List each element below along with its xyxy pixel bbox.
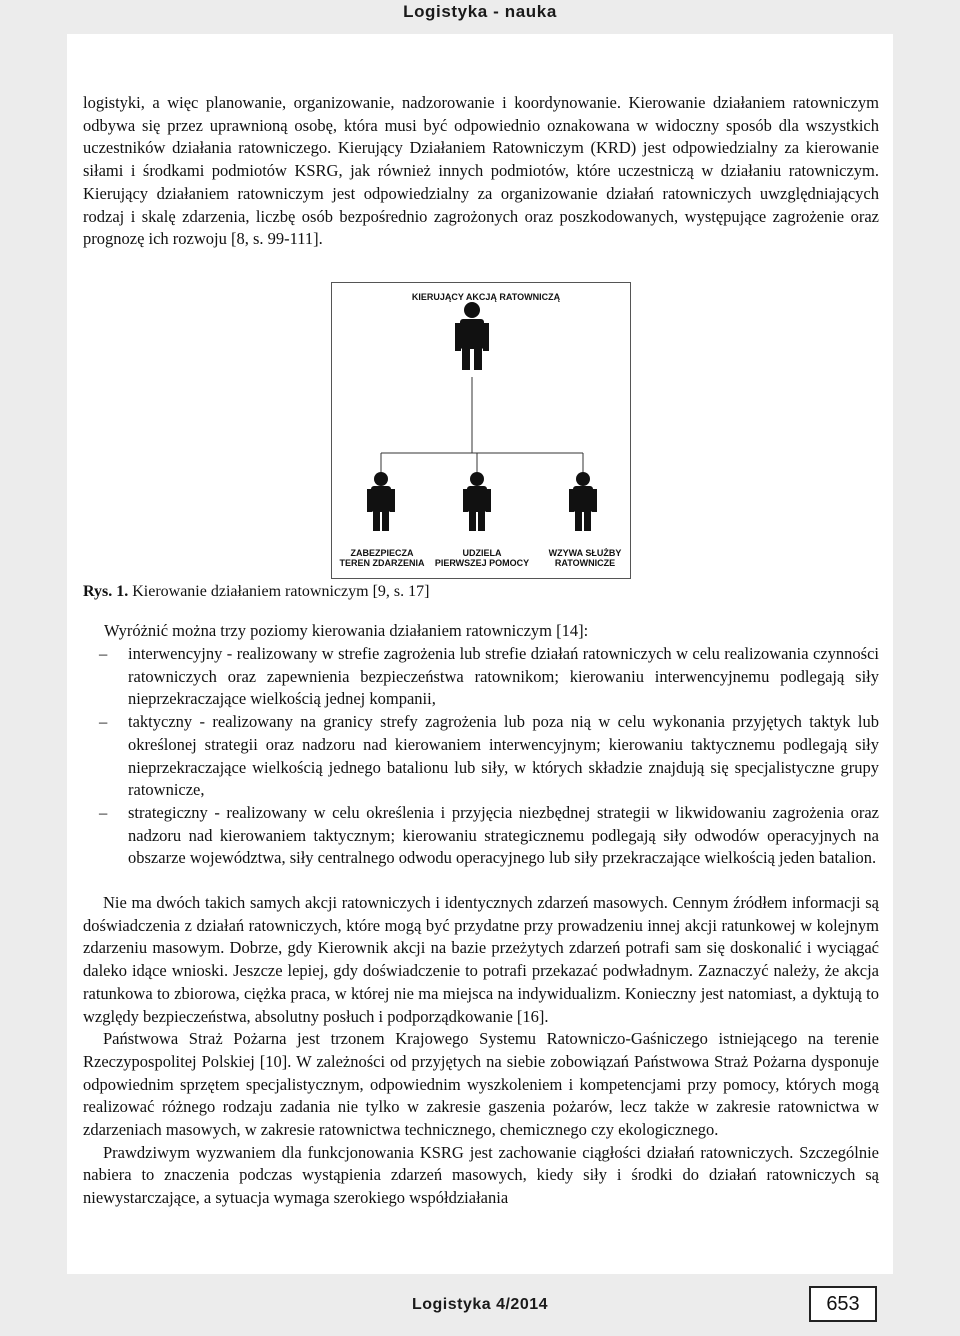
middle-label-line1: UDZIELA	[462, 548, 502, 558]
caption-label: Rys. 1.	[83, 583, 129, 600]
dash-bullet: –	[99, 802, 108, 822]
paragraph-intro: logistyki, a więc planowanie, organizowanie, nadzorowanie i koordynowanie. Kierowanie działaniem ratowniczym odbywa się przez uprawnioną osobę, która musi być odpowiednio oznakowana w widoczny sposób dla wszystkich uczestników działania ratowniczego. Kierujący Działaniem Ratowniczym (KRD) jest odpowiedzialny za kierowanie siłami i środkami podmiotów KSRG, jak również innych podmiotów, które uczestniczą w działaniu ratowniczym. Kierujący działaniem ratowniczym jest odpowiedzialny za organizowanie działań ratowniczych uwzględniających rodzaj i skalę zdarzenia, liczbę osób bezpośrednio zagrożonych oraz poszkodowanych, występujące zagrożenie oraz prognozę ich rozwoju [8, s. 99-111].	[83, 93, 879, 249]
left-label-line2: TEREN ZDARZENIA	[339, 558, 425, 568]
list-item	[83, 643, 879, 711]
page-number: 653	[809, 1286, 877, 1322]
caption-text: Kierowanie działaniem ratowniczym [9, s. 17]	[128, 583, 430, 600]
body-paragraph: Państwowa Straż Pożarna jest trzonem Krajowego Systemu Ratowniczo-Gaśniczego istniejącego na terenie Rzeczypospolitej Polskiej [10]. W zależności od przyjętych na siebie zobowiązań Państwowa Straż Pożarna dysponuje odpowiednim sprzętem specjalistycznym, odpowiednim wyszkoleniem i kompetencjami przy pomocy, których mogą realizować różnego rodzaju zadania nie tylko w zakresie gaszenia pożarów, lecz także w zakresie ratownictwa w zdarzeniach masowych, w zakresie ratownictwa technicznego, chemicznego czy ekologicznego.	[83, 1029, 879, 1140]
figure-caption	[83, 582, 429, 602]
figure-top-label: KIERUJĄCY AKCJĄ RATOWNICZĄ	[411, 292, 561, 302]
list-item-text: taktyczny - realizowany na granicy strefy zagrożenia lub poza nią w celu wykonania przyjętych taktyk lub określonej strategii oraz nadzoru nad kierowaniem interwencyjnym; kierowaniu taktycznemu podlegają siły nieprzekraczające wielkością jednego batalionu lub siły, w których składzie znajdują się specjalistyczne grupy ratownicze,	[128, 712, 879, 800]
security-rescuer-figure	[367, 472, 395, 531]
dash-bullet: –	[99, 644, 108, 663]
list-item	[83, 711, 879, 802]
journal-footer: Logistyka 4/2014	[411, 1296, 549, 1313]
right-label-line1: WZYWA SŁUŻBY	[548, 548, 622, 558]
body-paragraph: Nie ma dwóch takich samych akcji ratowniczych i identycznych zdarzeń masowych. Cennym źródłem informacji są doświadczenia z działań ratowniczych, które mogą być przydatne przy prowadzeniu innej akcji ratunkowej w kolejnym zdarzeniu masowym. Dobrze, gdy Kierownik akcji na bazie przeżytych zdarzeń potrafi sam się doskonalić i wyciągać daleko idące wnioski. Jeszcze lepiej, gdy doświadczenie to potrafi przekazać podwładnym. Zaznaczyć należy, że akcja ratunkowa to zbiorowa, ciężka praca, w której nie ma miejsca na indywidualizm. Konieczny jest natomiast, a dyktują to względy bezpieczeństwa, absolutny posłuch i podporządkowanie [16].	[83, 893, 879, 1026]
list-item-text: interwencyjny - realizowany w strefie zagrożenia lub strefie działań ratowniczych w celu realizowania czynności ratowniczych oraz zapewnienia bezpieczeństwa ratownikom; kierowaniu interwencyjnemu podlegają siły nieprzekraczające wielkością jednej kompanii,	[128, 644, 879, 709]
body-paragraph: Prawdziwym wyzwaniem dla funkcjonowania KSRG jest zachowanie ciągłości działań ratowniczych. Szczególnie nabiera to znaczenia podczas wystąpienia zdarzeń masowych, kiedy siły i środki do działań ratowniczych są niewystarczające, a sytuacja wymaga szerokiego współdziałania	[83, 1142, 879, 1208]
right-label-line2: RATOWNICZE	[554, 558, 616, 568]
command-levels-list	[83, 643, 879, 870]
list-item-text: strategiczny - realizowany w celu określenia i przyjęcia niezbędnej strategii w likwidowaniu zagrożenia oraz nadzoru nad kierowaniem taktycznym; kierowaniu strategicznemu podlegają siły odwodów operacyjnych na obszarze województwa, siły centralnego odwodu operacyjnego lub siły przekraczające wielkością jeden batalion.	[128, 802, 879, 868]
first-aid-rescuer-figure	[463, 472, 491, 531]
running-header: Logistyka - nauka	[403, 2, 557, 21]
left-label-line1: ZABEZPIECZA	[350, 548, 414, 558]
dispatcher-rescuer-figure	[569, 472, 597, 531]
command-hierarchy-figure	[331, 282, 631, 579]
commander-figure	[455, 302, 489, 370]
middle-label-line2: PIERWSZEJ POMOCY	[434, 558, 530, 568]
dash-bullet: –	[99, 712, 108, 732]
hierarchy-diagram	[332, 283, 630, 578]
levels-intro: Wyróżnić można trzy poziomy kierowania działaniem ratowniczym [14]:	[104, 621, 589, 640]
list-item	[83, 802, 879, 870]
body-text	[83, 892, 879, 1210]
